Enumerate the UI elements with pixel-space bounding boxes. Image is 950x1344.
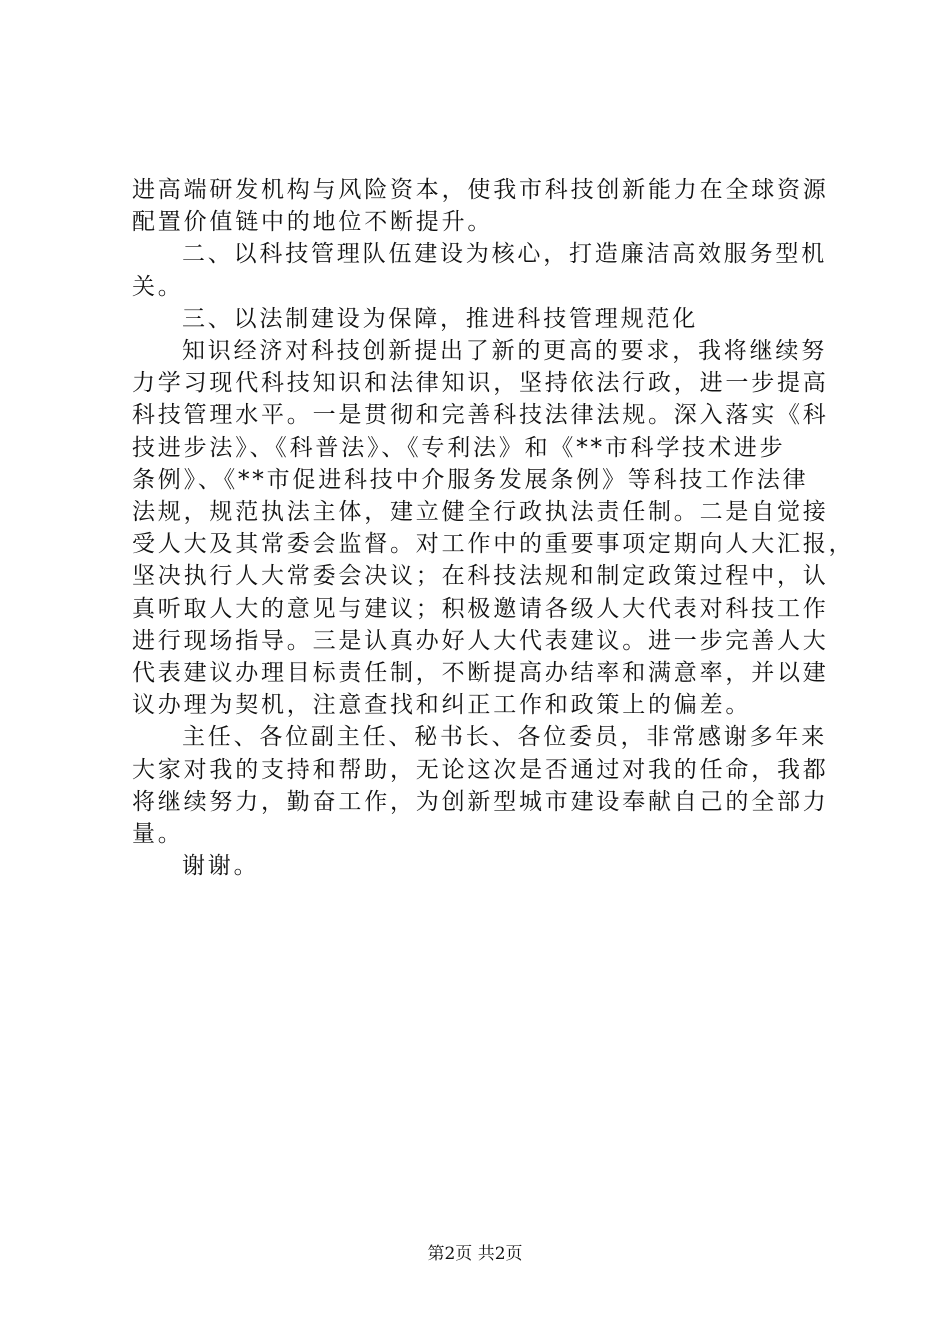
text-line: 将继续努力，勤奋工作，为创新型城市建设奉献自己的全部力 (132, 788, 829, 815)
text-line: 关。 (132, 273, 184, 300)
text-line: 进行现场指导。三是认真办好人大代表建议。进一步完善人大 (132, 627, 829, 654)
text-line: 代表建议办理目标责任制，不断提高办结率和满意率，并以建 (132, 660, 829, 687)
text-line: 大家对我的支持和帮助，无论这次是否通过对我的任命，我都 (132, 756, 829, 783)
text-line: 科技管理水平。一是贯彻和完善科技法律法规。深入落实《科 (132, 402, 829, 429)
paragraph-start: 知识经济对科技创新提出了新的更高的要求，我将继续努 (182, 338, 827, 365)
section-heading-2: 二、以科技管理队伍建设为核心，打造廉洁高效服务型机 (182, 241, 827, 268)
text-line: 真听取人大的意见与建议；积极邀请各级人大代表对科技工作 (132, 595, 829, 622)
text-line: 量。 (132, 821, 184, 848)
paragraph-start: 主任、各位副主任、秘书长、各位委员，非常感谢多年来 (182, 724, 827, 751)
document-body (132, 174, 855, 882)
text-line: 进高端研发机构与风险资本，使我市科技创新能力在全球资源 (132, 177, 829, 203)
text-line: 技进步法》、《科普法》、《专利法》和《**市科学技术进步 (132, 434, 786, 461)
text-line: 力学习现代科技知识和法律知识，坚持依法行政，进一步提高 (132, 370, 829, 397)
text-line: 条例》、《**市促进科技中介服务发展条例》等科技工作法律 (132, 466, 809, 493)
text-line: 法规，规范执法主体，建立健全行政执法责任制。二是自觉接 (132, 499, 829, 526)
text-line: 受人大及其常委会监督。对工作中的重要事项定期向人大汇报， (132, 531, 855, 558)
page-number-footer: 第2页 共2页 (427, 1244, 523, 1264)
text-line: 坚决执行人大常委会决议；在科技法规和制定政策过程中，认 (132, 563, 829, 590)
text-line: 议办理为契机，注意查找和纠正工作和政策上的偏差。 (132, 692, 752, 719)
section-heading-3: 三、以法制建设为保障，推进科技管理规范化 (182, 305, 698, 332)
text-line: 配置价值链中的地位不断提升。 (132, 209, 494, 236)
closing-thanks: 谢谢。 (182, 853, 260, 880)
